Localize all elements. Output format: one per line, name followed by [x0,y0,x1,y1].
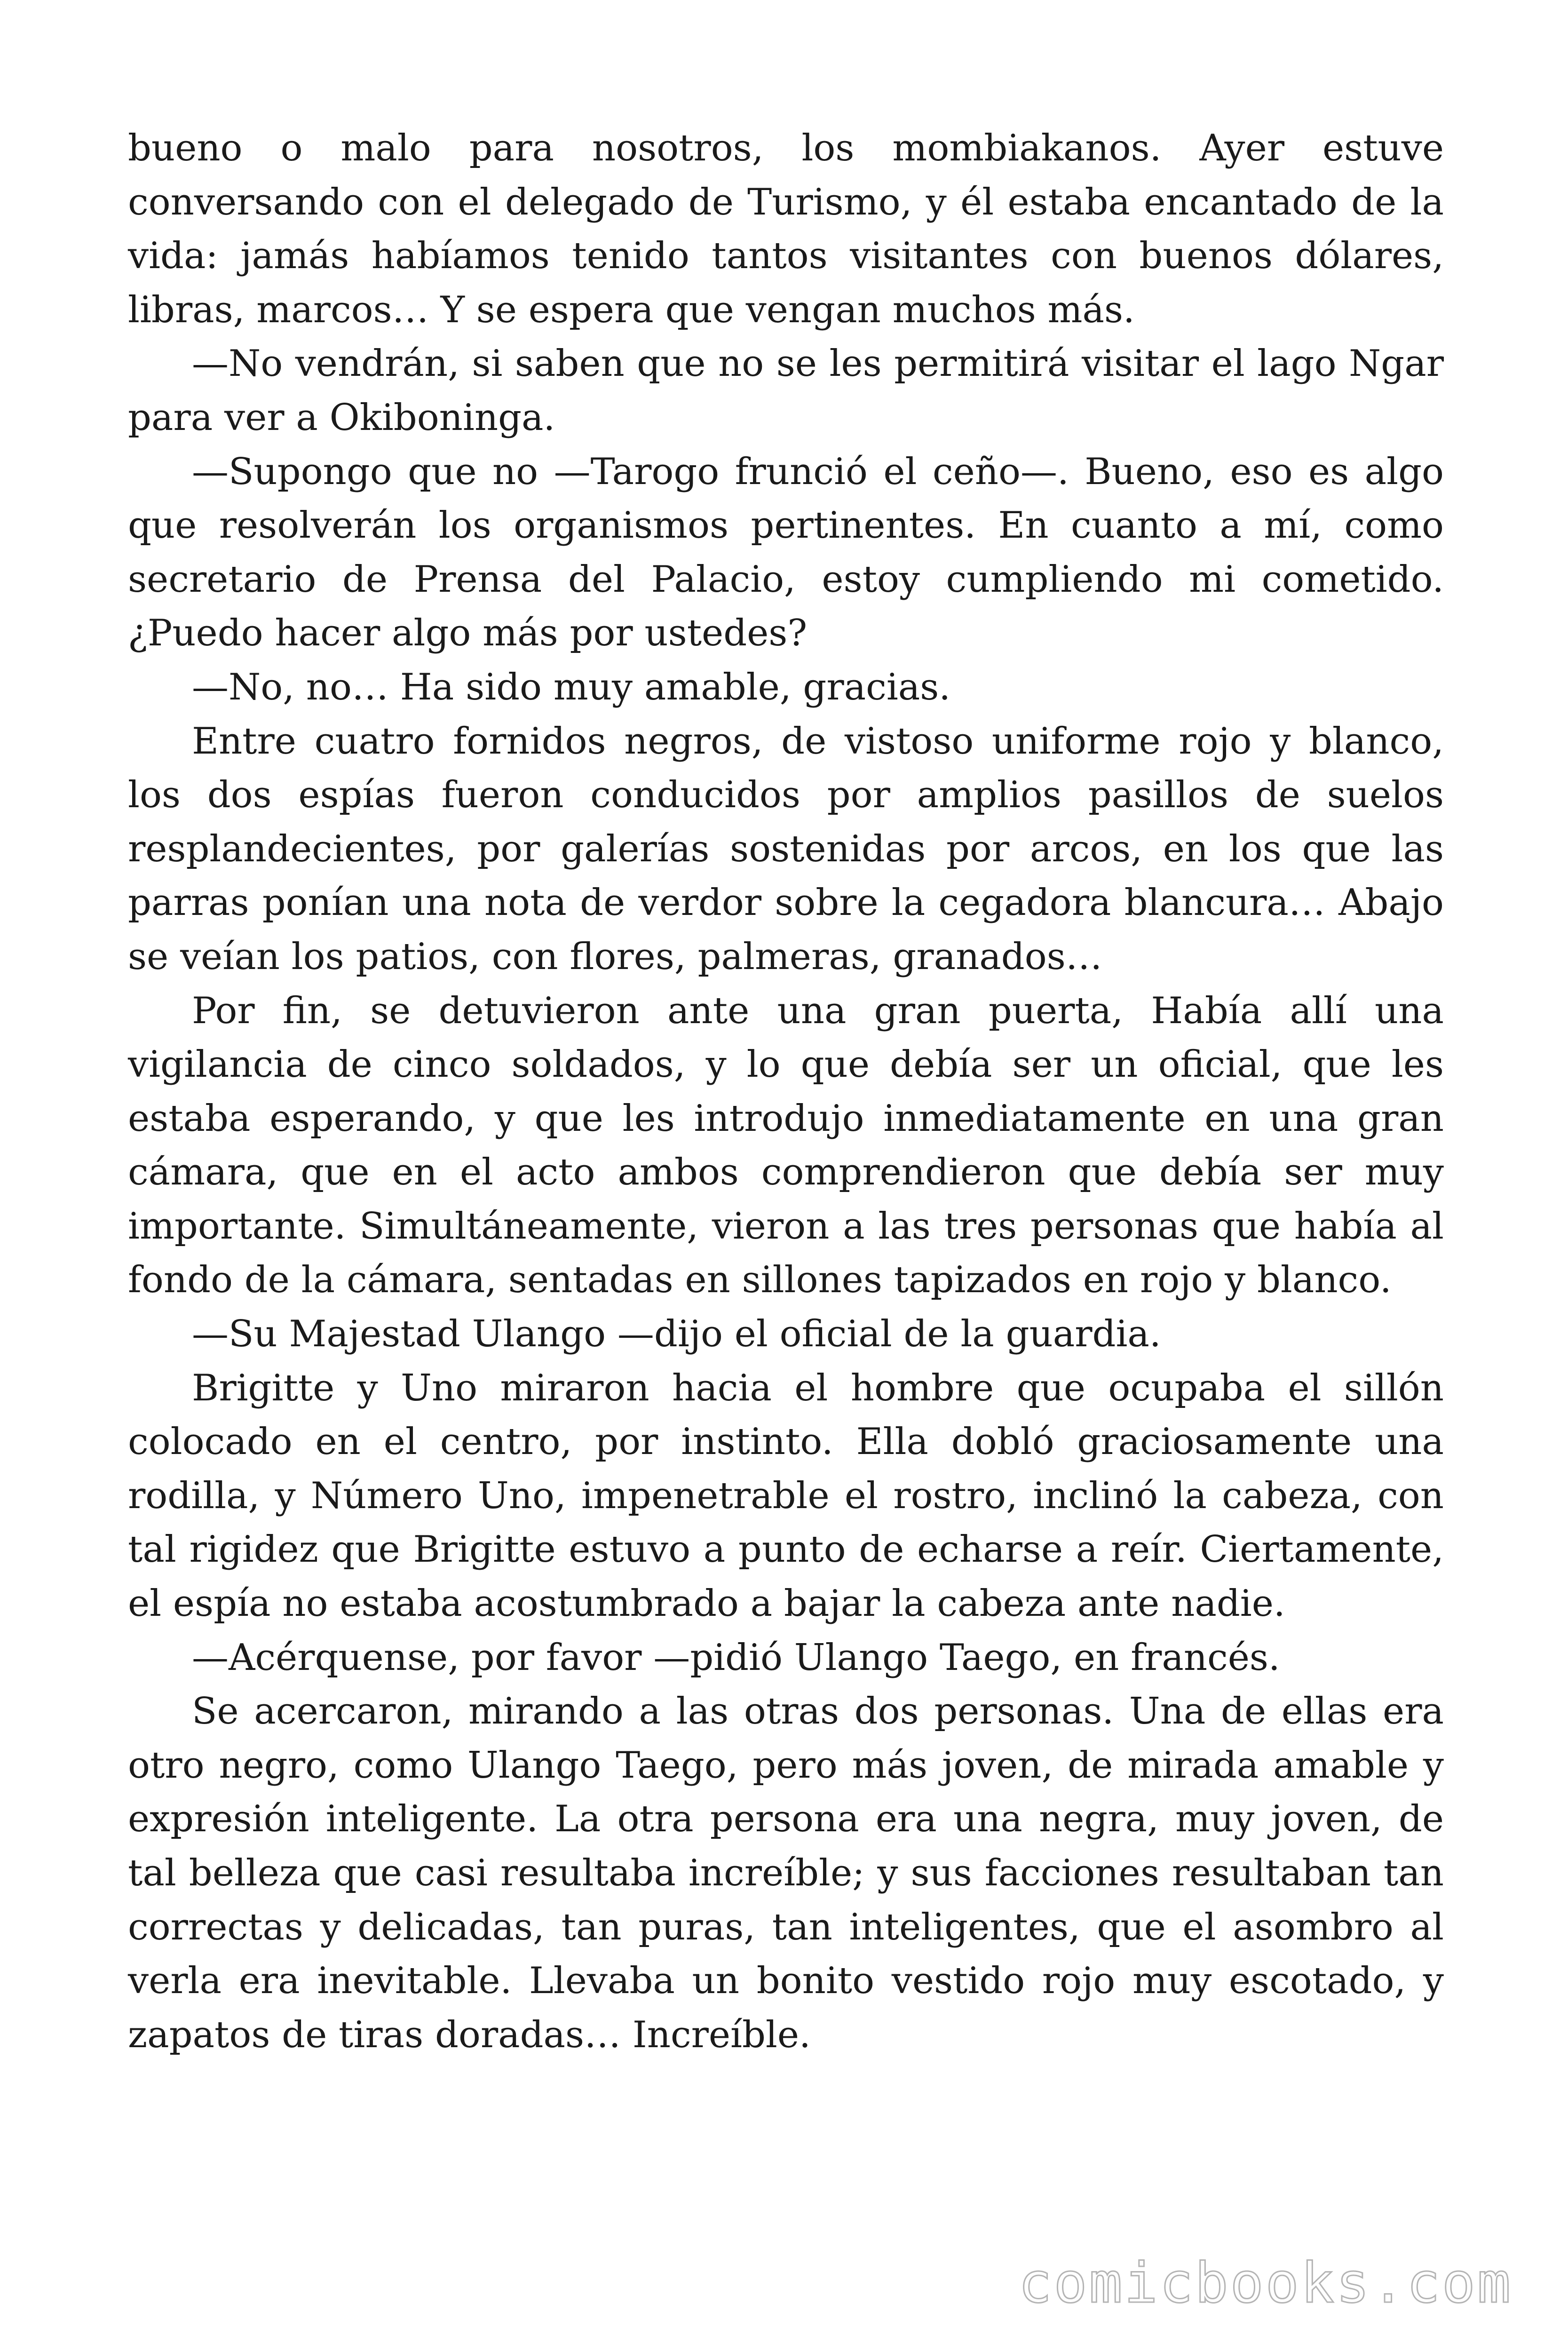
paragraph: —No, no… Ha sido muy amable, gracias. [192,666,951,708]
body-text [128,121,1444,2062]
paragraph: —Acérquense, por favor —pidió Ulango Taego, en francés. [192,1636,1280,1679]
paragraph: bueno o malo para nosotros, los mombiakanos. Ayer estuve conversando con el delegado de Turismo, y él estaba encantado de la vida: jamás habíamos tenido tantos visitantes con buenos dólares, libras, marcos… Y se espera que vengan muchos más. [128,127,1444,331]
paragraph: Por fin, se detuvieron ante una gran puerta, Había allí una vigilancia de cinco soldados, y lo que debía ser un oficial, que les estaba esperando, y que les introdujo inmediatamente en una gran cámara, que en el acto ambos comprendieron que debía ser muy importante. Simultáneamente, vieron a las tres personas que había al fondo de la cámara, sentadas en sillones tapizados en rojo y blanco. [128,989,1444,1302]
paragraph: —Su Majestad Ulango —dijo el oficial de la guardia. [192,1313,1161,1356]
paragraph: Entre cuatro fornidos negros, de vistoso uniforme rojo y blanco, los dos espías fueron conducidos por amplios pasillos de suelos resplandecientes, por galerías sostenidas por arcos, en los que las parras ponían una nota de verdor sobre la cegadora blancura… Abajo se veían los patios, con flores, palmeras, granados… [128,720,1444,978]
paragraph: —No vendrán, si saben que no se les permitirá visitar el lago Ngar para ver a Okiboninga. [128,342,1444,439]
watermark: comicbooks.com [1018,2250,1513,2315]
paragraph: —Supongo que no —Tarogo frunció el ceño—. Bueno, eso es algo que resolverán los organismos pertinentes. En cuanto a mí, como secretario de Prensa del Palacio, estoy cumpliendo mi cometido. ¿Puedo hacer algo más por ustedes? [128,450,1444,655]
paragraph: Brigitte y Uno miraron hacia el hombre que ocupaba el sillón colocado en el centro, por instinto. Ella dobló graciosamente una rodilla, y Número Uno, impenetrable el rostro, inclinó la cabeza, con tal rigidez que Brigitte estuvo a punto de echarse a reír. Ciertamente, el espía no estaba acostumbrado a bajar la cabeza ante nadie. [128,1367,1444,1625]
paragraph: Se acercaron, mirando a las otras dos personas. Una de ellas era otro negro, como Ulango Taego, pero más joven, de mirada amable y expresión inteligente. La otra persona era una negra, muy joven, de tal belleza que casi resultaba increíble; y sus facciones resultaban tan correctas y delicadas, tan puras, tan inteligentes, que el asombro al verla era inevitable. Llevaba un bonito vestido rojo muy escotado, y zapatos de tiras doradas… Increíble. [128,1690,1444,2056]
